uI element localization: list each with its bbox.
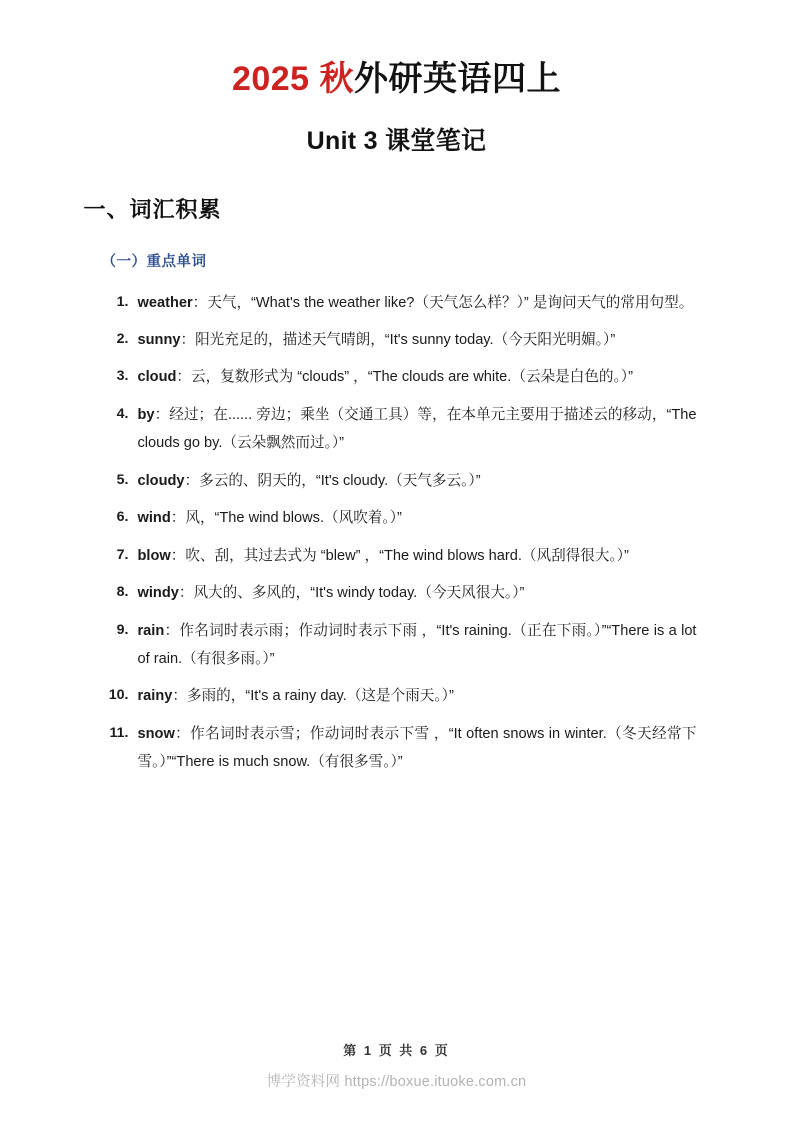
- list-item-body: [138, 682, 697, 710]
- list-item: [97, 363, 697, 391]
- definition: ：风大的、多风的，“It's windy today.（今天风很大。）”: [178, 585, 525, 602]
- page-number-footer: 第 1 页 共 6 页: [343, 1043, 450, 1058]
- headword: wind: [137, 510, 171, 527]
- list-item-number: 5.: [116, 471, 129, 488]
- definition: ：云，复数形式为 “clouds” ，“The clouds are white.（云朵是白色的。）”: [176, 369, 633, 386]
- vocabulary-list: [97, 289, 697, 777]
- subsection-heading-key-words: （一）重点单词: [101, 253, 207, 270]
- headword: blow: [137, 547, 171, 564]
- definition: ：多雨的，“It's a rainy day.（这是个雨天。）”: [172, 688, 454, 705]
- definition: ：作名词时表示雨；作动词时表示下雨 ，“It's raining.（正在下雨。）”“There is a lot of rain.（有很多雨。）”: [137, 622, 697, 668]
- list-item-body: [138, 542, 697, 570]
- list-item-body: [138, 326, 697, 354]
- list-item-number: 4.: [116, 405, 129, 422]
- definition: ：吹、刮，其过去式为 “blew” ，“The wind blows hard.（风刮得很大。）”: [170, 547, 629, 564]
- definition: ：天气，“What's the weather like?（天气怎么样？）” 是询问天气的常用句型。: [192, 294, 694, 311]
- list-item-body: [138, 289, 697, 317]
- list-item-body: [138, 504, 697, 532]
- list-item: [97, 617, 697, 674]
- title-rest: 外研英语四上: [354, 60, 562, 98]
- list-item: [97, 720, 697, 777]
- list-item: [97, 326, 697, 354]
- list-item-number: 11.: [109, 724, 129, 741]
- list-item-body: [138, 720, 697, 777]
- list-item-number: 2.: [116, 330, 129, 347]
- headword: cloud: [137, 369, 177, 386]
- list-item-body: [138, 579, 697, 607]
- document-content: [83, 157, 697, 777]
- site-watermark: 博学资料网 https://boxue.ituoke.com.cn: [266, 1074, 527, 1090]
- list-item: [97, 542, 697, 570]
- document-subtitle: Unit 3 课堂笔记: [306, 126, 487, 155]
- list-item-body: [138, 617, 697, 674]
- title-year: 2025: [231, 60, 310, 98]
- list-item: [97, 289, 697, 317]
- headword: rain: [137, 622, 165, 639]
- list-item-number: 10.: [108, 687, 129, 704]
- headword: cloudy: [137, 472, 185, 489]
- list-item-body: [138, 401, 697, 458]
- section-heading-vocabulary: 一、词汇积累: [83, 196, 222, 222]
- definition: ：多云的、阴天的，“It's cloudy.（天气多云。）”: [184, 472, 481, 489]
- document-title: [0, 0, 793, 101]
- list-item: [97, 579, 697, 607]
- list-item-number: 3.: [116, 368, 129, 385]
- definition: ：作名词时表示雪；作动词时表示下雪 ，“It often snows in winter.（冬天经常下雪。）”“There is much snow.（有很多雪。）”: [137, 725, 697, 771]
- list-item-number: 8.: [116, 584, 129, 601]
- headword: weather: [137, 294, 193, 311]
- title-season: 秋: [319, 60, 355, 98]
- list-item-body: [138, 467, 697, 495]
- headword: rainy: [137, 688, 173, 705]
- definition: ：风，“The wind blows.（风吹着。）”: [170, 510, 402, 527]
- list-item-number: 6.: [116, 509, 129, 526]
- definition: ：阳光充足的，描述天气晴朗，“It's sunny today.（今天阳光明媚。）”: [180, 331, 616, 348]
- list-item: [97, 504, 697, 532]
- list-item-body: [138, 363, 697, 391]
- list-item-number: 9.: [116, 621, 129, 638]
- headword: by: [137, 406, 155, 423]
- headword: sunny: [137, 331, 181, 348]
- headword: windy: [137, 585, 179, 602]
- list-item-number: 1.: [116, 293, 129, 310]
- list-item-number: 7.: [116, 546, 129, 563]
- list-item: [97, 467, 697, 495]
- definition: ：经过；在...... 旁边；乘坐（交通工具）等，在本单元主要用于描述云的移动，“The clouds go by.（云朵飘然而过。）”: [137, 406, 697, 452]
- headword: snow: [137, 725, 175, 742]
- list-item: [97, 401, 697, 458]
- list-item: [97, 682, 697, 710]
